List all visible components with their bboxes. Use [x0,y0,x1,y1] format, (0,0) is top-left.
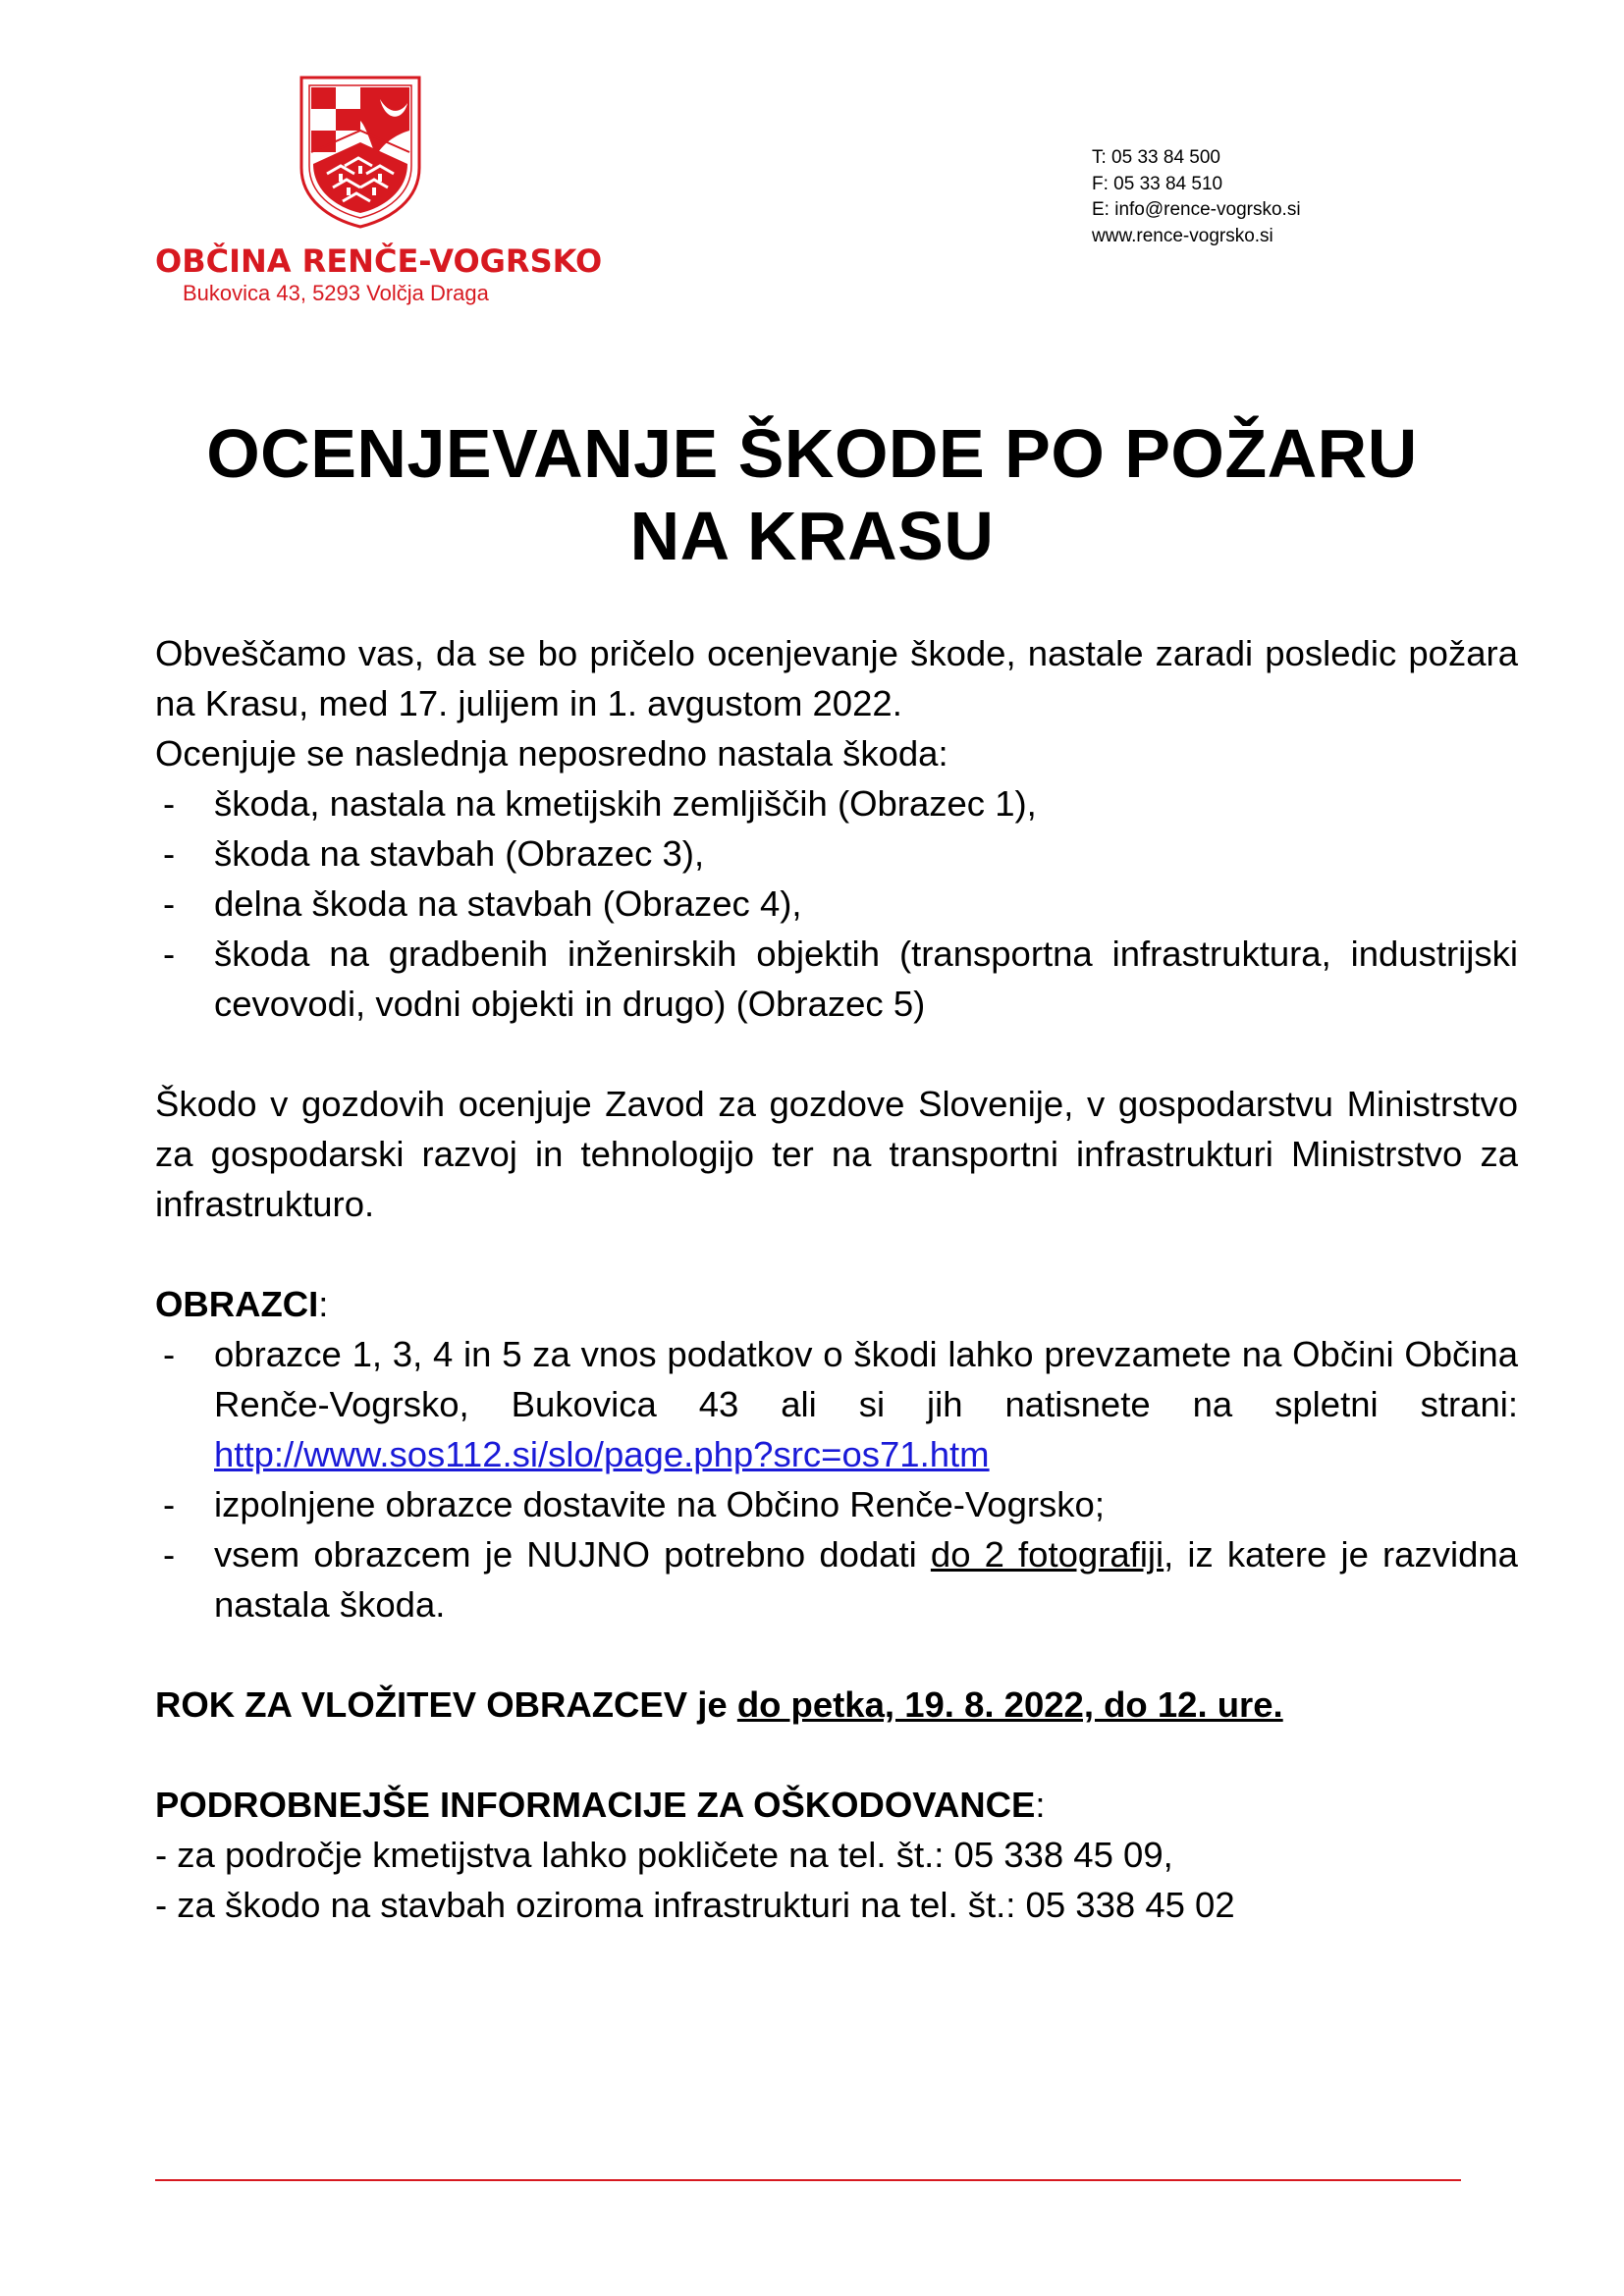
forms-item-3-underlined: do 2 fotografiji [930,1534,1164,1575]
forms-item-2-text: izpolnjene obrazce dostavite na Občino Renče-Vogrsko; [214,1484,1105,1524]
damage-type-5: škoda na gradbenih inženirskih objektih (transportna infrastruktura, industrijski cevovodi, vodni objekti in drugo) (Obrazec 5) [214,934,1518,1024]
intro-paragraph: Obveščamo vas, da se bo pričelo ocenjevanje škode, nastale zaradi posledic požara na Krasu, med 17. julijem in 1. avgustom 2022. [155,633,1518,723]
document-body [155,628,1518,1930]
footer-divider [155,2179,1461,2181]
coat-of-arms-icon [298,74,423,231]
list-item: - vsem obrazcem je NUJNO potrebno dodati do 2 fotografiji, iz katere je razvidna nastala škoda. [163,1534,1518,1625]
contact-phone: T: 05 33 84 500 [1092,147,1220,168]
contact-website: www.rence-vogrsko.si [1092,225,1273,246]
info-line-buildings: - za škodo na stavbah oziroma infrastrukturi na tel. št.: 05 338 45 02 [155,1885,1235,1925]
deadline-label: ROK ZA VLOŽITEV OBRAZCEV je [155,1684,737,1725]
forms-item-3-before: vsem obrazcem je NUJNO potrebno dodati [214,1534,931,1575]
damage-type-4: delna škoda na stavbah (Obrazec 4), [214,883,802,924]
contact-info [1092,145,1301,249]
info-heading-colon: : [1035,1785,1046,1825]
intro-lead: Ocenjuje se naslednja neposredno nastala škoda: [155,733,948,774]
document-title [98,412,1526,577]
damage-types-list [155,778,1518,1029]
forms-heading-colon: : [318,1284,329,1324]
municipality-address: Bukovica 43, 5293 Volčja Draga [183,281,489,305]
info-heading-text: PODROBNEJŠE INFORMACIJE ZA OŠKODOVANCE [155,1785,1036,1825]
list-item: - škoda na gradbenih inženirskih objektih (transportna infrastruktura, industrijski cevovodi, vodni objekti in drugo) (Obrazec 5) [163,934,1518,1024]
forms-item-3-after: , iz katere je razvidna nastala škoda. [214,1534,1518,1625]
info-heading [155,1780,1518,1830]
forests-paragraph: Škodo v gozdovih ocenjuje Zavod za gozdove Slovenije, v gospodarstvu Ministrstvo za gospodarski razvoj in tehnologijo ter na transportni infrastrukturi Ministrstvo za infrastrukturo. [155,1084,1518,1224]
forms-heading [155,1279,1518,1329]
damage-type-3: škoda na stavbah (Obrazec 3), [214,833,705,874]
list-item: - obrazce 1, 3, 4 in 5 za vnos podatkov o škodi lahko prevzamete na Občini Občina Renče-Vogrsko, Bukovica 43 ali si jih natisnete na spletni strani: http://www.sos112.si/slo/page.php?src=os71.htm [163,1334,1518,1474]
deadline-date: do petka, 19. 8. 2022, do 12. ure. [736,1684,1283,1725]
document-title-line-2: NA KRASU [629,498,995,574]
list-item: - škoda na stavbah (Obrazec 3), [163,833,705,874]
document-title-line-1: OCENJEVANJE ŠKODE PO POŽARU [206,415,1418,492]
info-line-agriculture: - za področje kmetijstva lahko pokličete na tel. št.: 05 338 45 09, [155,1835,1173,1875]
list-item: - izpolnjene obrazce dostavite na Občino Renče-Vogrsko; [163,1484,1105,1524]
forms-list [155,1329,1518,1629]
damage-type-1: škoda, nastala na kmetijskih zemljiščih (Obrazec 1), [214,783,1037,824]
list-item: - delna škoda na stavbah (Obrazec 4), [163,883,802,924]
contact-email: E: info@rence-vogrsko.si [1092,199,1301,220]
forms-heading-text: OBRAZCI [155,1284,319,1324]
sos112-link[interactable]: http://www.sos112.si/slo/page.php?src=os71.htm [214,1434,990,1474]
list-item: - škoda, nastala na kmetijskih zemljiščih (Obrazec 1), [163,783,1037,824]
contact-fax: F: 05 33 84 510 [1092,173,1223,194]
forms-item-1-text: obrazce 1, 3, 4 in 5 za vnos podatkov o škodi lahko prevzamete na Občini Občina Renče-Vogrsko, Bukovica 43 ali si jih natisnete na spletni strani: [214,1334,1518,1424]
deadline-paragraph [155,1680,1518,1730]
municipality-name: OBČINA RENČE-VOGRSKO [155,242,603,280]
